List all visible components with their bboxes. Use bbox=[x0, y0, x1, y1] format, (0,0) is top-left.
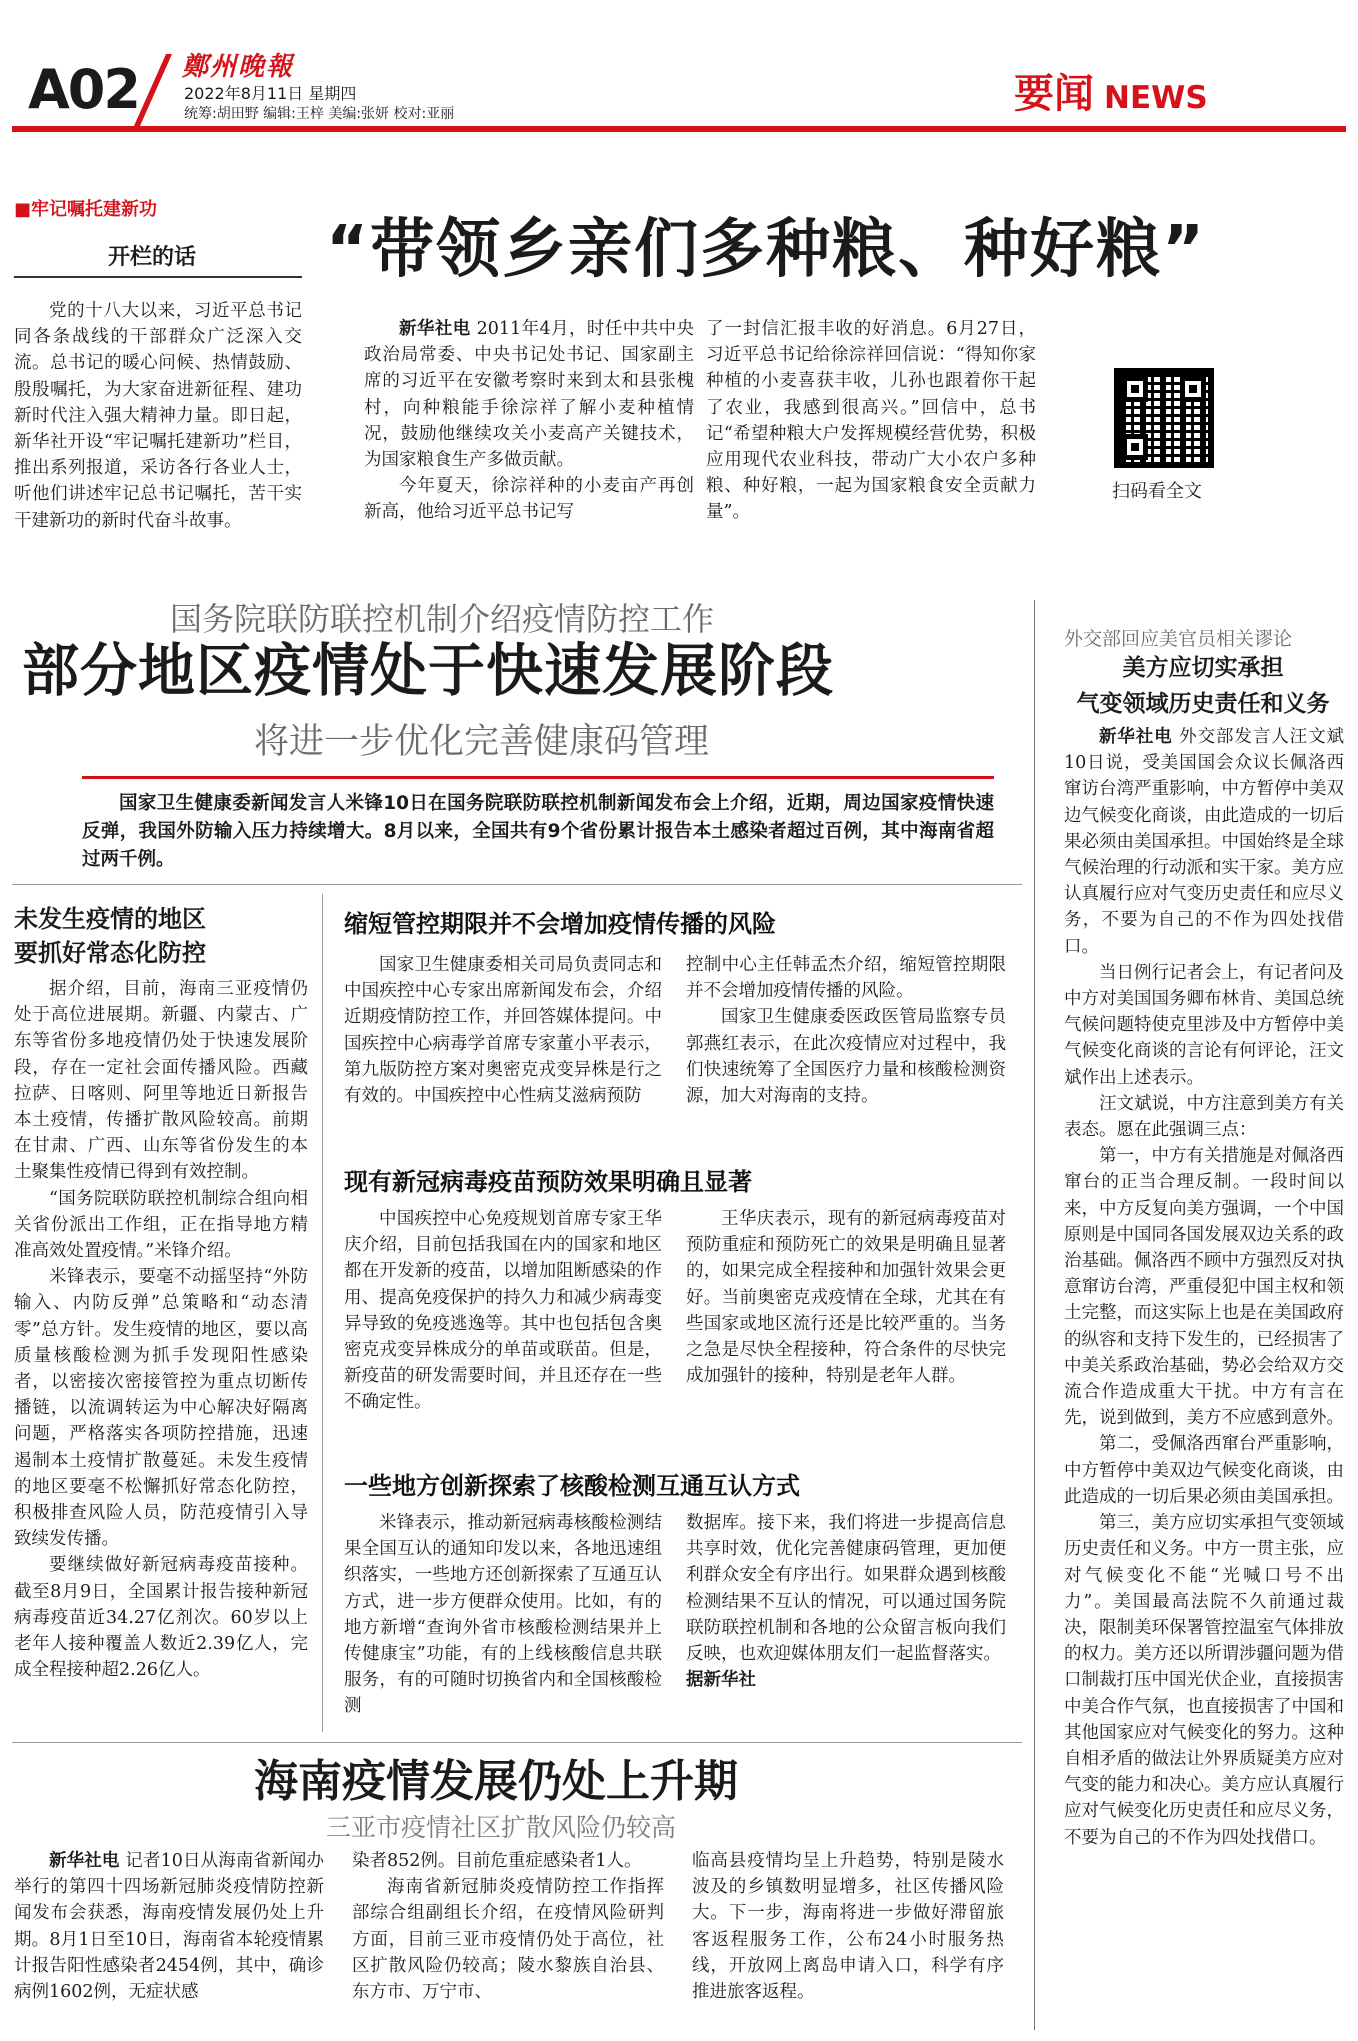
section-title-en: NEWS bbox=[1104, 80, 1208, 116]
section-3-col-1: 米锋表示，推动新冠病毒核酸检测结果全国互认的通知印发以来，各地迅速组织落实，一些地方还创新探索了互通互认方式，进一步方便群众使用。比如，有的地方新增“查询外省市核酸检测结果并上传健康宝”功能，有的上线核酸信息共联服务，有的可随时切换省内和全国核酸检测 bbox=[344, 1513, 662, 1717]
summary-rule bbox=[82, 776, 994, 779]
qr-caption: 扫码看全文 bbox=[1112, 481, 1202, 502]
section-1-col-2: 控制中心主任韩孟杰介绍，缩短管控期限并不会增加疫情传播的风险。 国家卫生健康委医政医管局监察专员郭燕红表示，在此次疫情应对过程中，我们快速统筹了全国医疗力量和核酸检测资源，加大对海南的支持。 bbox=[686, 955, 1006, 1107]
foreign-text: 新华社电 外交部发言人汪文斌10日说，受美国国会众议长佩洛西窜访台湾严重影响，中方暂停中美双边气候变化商谈，由此造成的一切后果必须由美国承担。中国始终是全球气候治理的行动派和实干家。美方应认真履行应对气变历史责任和应尽义务，不要为自己的不作为四处找借口。 当日例行记者会上，有记者问及中方对美国国务卿布林肯、美国总统气候问题特使克里涉及中方暂停中美气候变化商谈的言论有何评论，汪文斌作出上述表示。 汪文斌说，中方注意到美方有关表态。愿在此强调三点： 第一，中方有关措施是对佩洛西窜台的正当合理反制。一段时间以来，中方反复向美方强调，一个中国原则是中国同各国发展双边关系的政治基础。佩洛西不顾中方强烈反对执意窜访台湾，严重侵犯中国主权和领土完整，而这实际上也是在美国政府的纵容和支持下发生的，已经损害了中美关系政治基础，势必会给双方交流合作造成重大干扰。中方有言在先，说到做到，美方不应感到意外。 第二，受佩洛西窜台严重影响，中方暂停中美双边气候变化商谈，由此造成的一切后果必须由美国承担。 第三，美方应切实承担气变领域历史责任和义务。中方一贯主张，应对气候变化不能“光喊口号不出力”。美国最高法院不久前通过裁决，限制美环保署管控温室气体排放的权力。美方还以所谓涉疆问题为借口制裁打压中国光伏企业，直接损害中美合作气氛，也直接损害了中国和其他国家应对气候变化的努力。这种自相矛盾的做法让外界质疑美方应对气变的能力和决心。美方应认真履行应对气候变化历史责任和应尽义务，不要为自己的不作为四处找借口。 bbox=[1064, 727, 1345, 1848]
foreign-headline: 美方应切实承担 气变领域历史责任和义务 bbox=[1076, 655, 1330, 717]
top-story-col-1: 新华社电 2011年4月，时任中共中央政治局常委、中央书记处书记、国家副主席的习近平在安徽考察时来到太和县张槐村，向种粮能手徐淙祥了解小麦种植情况，鼓励他继续攻关小麦高产关键技术，为国家粮食生产多做贡献。 今年夏天，徐淙祥种的小麦亩产再创新高，他给习近平总书记写 bbox=[364, 319, 694, 523]
hainan-deck: 三亚市疫情社区扩散风险仍较高 bbox=[326, 1813, 677, 1842]
page-number: A02 bbox=[28, 58, 139, 121]
divider bbox=[1034, 600, 1035, 2030]
top-headline: “带领乡亲们多种粮、种好粮” bbox=[326, 213, 1207, 287]
section-2-col-2: 王华庆表示，现有的新冠病毒疫苗对预防重症和预防死亡的效果是明确且显著的，如果完成全程接种和加强针效果会更好。当前奥密克戎疫情在全球，尤其在有些国家或地区流行还是比较严重的。当务之急是尽快全程接种，符合条件的尽快完成加强针的接种，特别是老年人群。 bbox=[686, 1209, 1006, 1387]
opener-text: 党的十八大以来，习近平总书记同各条战线的干部群众广泛深入交流。总书记的暖心问候、热情鼓励、殷殷嘱托，为大家奋进新征程、建功新时代注入强大精神力量。即日起，新华社开设“牢记嘱托建新功”栏目，推出系列报道，采访各行各业人士，听他们讲述牢记总书记嘱托，苦干实干建新功的新时代奋斗故事。 bbox=[14, 301, 302, 531]
section-title: 要闻 bbox=[1014, 71, 1094, 117]
section-3-title: 一些地方创新探索了核酸检测互通互认方式 bbox=[344, 1472, 800, 1500]
section-1-title: 缩短管控期限并不会增加疫情传播的风险 bbox=[344, 910, 776, 938]
hainan-col-1: 新华社电 记者10日从海南省新闻办举行的第四十四场新冠肺炎疫情防控新闻发布会获悉，海南疫情发展仍处上升期。8月1日至10日，海南省本轮疫情累计报告阳性感染者2454例，其中，确诊病例1602例，无症状感 bbox=[14, 1851, 324, 2003]
hainan-col-3: 临高县疫情均呈上升趋势，特别是陵水波及的乡镇数明显增多，社区传播风险大。下一步，海南将进一步做好滞留旅客返程服务工作，公布24小时服务热线，开放网上离岛申请入口，科学有序推进旅客返程。 bbox=[692, 1851, 1004, 2003]
qr-code[interactable] bbox=[1114, 368, 1214, 468]
divider bbox=[12, 1742, 1022, 1743]
divider bbox=[12, 884, 1022, 885]
header-rule bbox=[12, 126, 1346, 132]
section-3-col-2: 数据库。接下来，我们将进一步提高信息共享时效，优化完善健康码管理，更加便利群众安全有序出行。如果群众遇到核酸检测结果不互认的情况，可以通过国务院联防联控机制和各地的公众留言板向我们反映，也欢迎媒体朋友们一起监督落实。 据新华社 bbox=[686, 1510, 1006, 1693]
covid-summary: 国家卫生健康委新闻发言人米锋10日在国务院联防联控机制新闻发布会上介绍，近期，周边国家疫情快速反弹，我国外防输入压力持续增大。8月以来，全国共有9个省份累计报告本土感染者超过百例，其中海南省超过两千例。 bbox=[82, 793, 994, 870]
source-credit: 据新华社 bbox=[686, 1670, 756, 1691]
opener-rule bbox=[14, 276, 302, 278]
opener-title: 开栏的话 bbox=[108, 245, 197, 270]
section-2-col-1: 中国疾控中心免疫规划首席专家王华庆介绍，目前包括我国在内的国家和地区都在开发新的疫苗，以增加阻断感染的作用、提高免疫保护的持久力和减少病毒变异导致的免疫逃逸等。其中也包括包含奥密克戎变异株成分的单苗或联苗。但是，新疫苗的研发需要时间，并且还存在一些不确定性。 bbox=[344, 1209, 662, 1413]
left-column-text: 据介绍，目前，海南三亚疫情仍处于高位进展期。新疆、内蒙古、广东等省份多地疫情仍处于快速发展阶段，存在一定社会面传播风险。西藏拉萨、日喀则、阿里等地近日新报告本土疫情，传播扩散风险较高。前期在甘肃、广西、山东等省份发生的本土聚集性疫情已得到有效控制。 “国务院联防联控机制综合组向相关省份派出工作组，正在指导地方精准高效处置疫情。”米锋介绍。 米锋表示，要毫不动摇坚持“外防输入、内防反弹”总策略和“动态清零”总方针。发生疫情的地区，要以高质量核酸检测为抓手发现阳性感染者，以密接次密接管控为重点切断传播链，以流调转运为中心解决好隔离问题，严格落实各项防控措施，迅速遏制本土疫情扩散蔓延。未发生疫情的地区要毫不松懈抓好常态化防控，积极排查风险人员，防范疫情引入导致续发传播。 要继续做好新冠病毒疫苗接种。截至8月9日，全国累计报告接种新冠病毒疫苗近34.27亿剂次。60岁以上老年人接种覆盖人数近2.39亿人，完成全程接种超2.26亿人。 bbox=[14, 979, 308, 1681]
column-tag: ■牢记嘱托建新功 bbox=[14, 199, 158, 220]
covid-headline: 部分地区疫情处于快速发展阶段 bbox=[22, 638, 834, 704]
top-story-col-2: 了一封信汇报丰收的好消息。6月27日，习近平总书记给徐淙祥回信说：“得知你家种植的小麦喜获丰收，儿孙也跟着你干起了农业，我感到很高兴。”回信中，总书记“希望种粮大户发挥规模经营优势，积极应用现代农业科技，带动广大小农户多种粮、种好粮，一起为国家粮食安全贡献力量”。 bbox=[706, 319, 1036, 523]
section-2-title: 现有新冠病毒疫苗预防效果明确且显著 bbox=[344, 1168, 752, 1196]
staff-credits: 统筹:胡田野 编辑:王梓 美编:张妍 校对:亚丽 bbox=[184, 106, 455, 122]
header-slash bbox=[134, 54, 172, 126]
covid-kicker: 国务院联防联控机制介绍疫情防控工作 bbox=[170, 600, 715, 638]
left-subhead: 未发生疫情的地区 要抓好常态化防控 bbox=[14, 905, 206, 967]
issue-date: 2022年8月11日 星期四 bbox=[184, 84, 357, 103]
hainan-col-2: 染者852例。目前危重症感染者1人。 海南省新冠肺炎疫情防控工作指挥部综合组副组长介绍，在疫情风险研判方面，目前三亚市疫情仍处于高位，社区扩散风险仍较高；陵水黎族自治县、东方市、万宁市、 bbox=[352, 1851, 664, 2003]
newspaper-logo: 鄭州晚報 bbox=[182, 52, 295, 82]
covid-deck: 将进一步优化完善健康码管理 bbox=[254, 722, 710, 762]
hainan-headline: 海南疫情发展仍处上升期 bbox=[254, 1756, 738, 1807]
divider bbox=[322, 894, 323, 1732]
section-1-col-1: 国家卫生健康委相关司局负责同志和中国疾控中心专家出席新闻发布会，介绍近期疫情防控工作，并回答媒体提问。中国疾控中心病毒学首席专家董小平表示，第九版防控方案对奥密克戎变异株是行之有效的。中国疾控中心性病艾滋病预防 bbox=[344, 955, 662, 1107]
foreign-kicker: 外交部回应美官员相关谬论 bbox=[1064, 628, 1293, 650]
